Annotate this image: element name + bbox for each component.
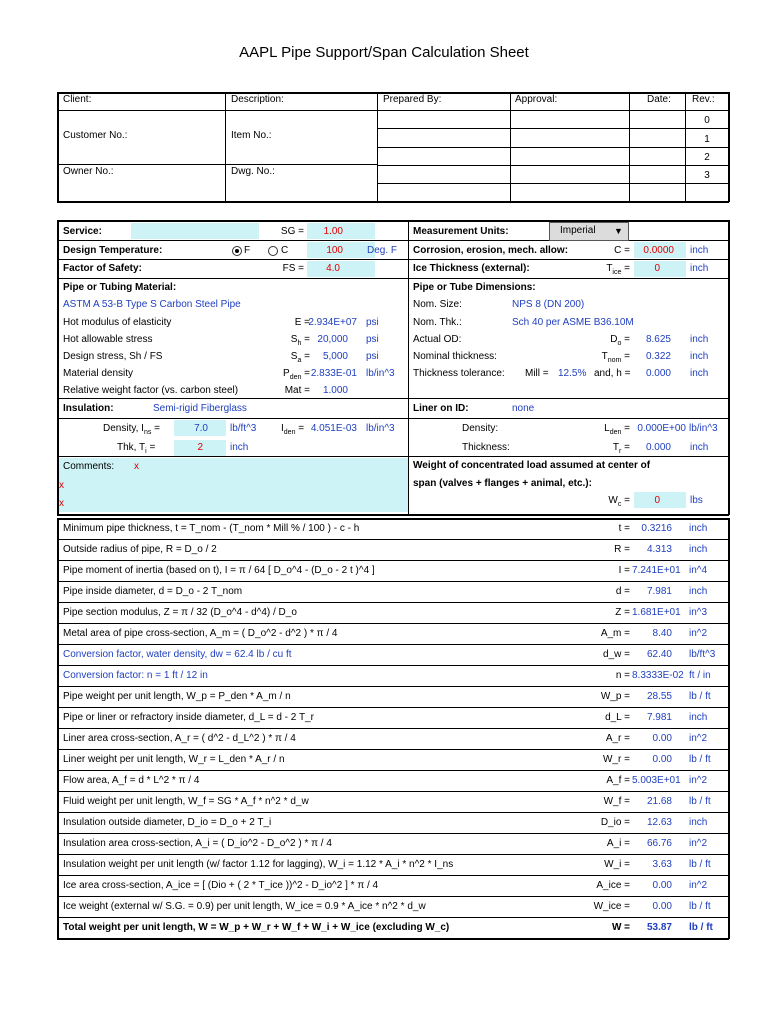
calc-row-symbol: W_r = xyxy=(603,754,630,765)
calc-row-value: 7.981 xyxy=(646,712,672,723)
row-divider xyxy=(57,539,729,540)
calc-row-label: Pipe section modulus, Z = π / 32 (D_o^4 - d^4) / D_o xyxy=(63,607,297,618)
iden-unit: lb/in^3 xyxy=(366,423,395,434)
calc-row-label: Insulation area cross-section, A_i = ( D_io^2 - D_o^2 ) * π / 4 xyxy=(63,838,332,849)
calc-row-symbol: d_w = xyxy=(603,649,630,660)
row-divider xyxy=(57,791,729,792)
prepared-by-label: Prepared By: xyxy=(383,94,442,105)
material-row-sym: $S_h$ = xyxy=(290,334,310,347)
calc-row-label: Metal area of pipe cross-section, A_m = ( D_o^2 - d^2 ) * π / 4 xyxy=(63,628,338,639)
nom-thk-label: Nom. Thk.: xyxy=(413,317,462,328)
calc-row-value: 4.313 xyxy=(646,544,672,555)
temp-unit: Deg. F xyxy=(367,245,398,256)
calc-row-symbol: I = xyxy=(618,565,630,576)
nt-sym: $T_{nom}$ = xyxy=(601,351,630,364)
row-divider xyxy=(57,917,729,918)
tice-value[interactable]: 0 xyxy=(654,263,660,274)
dimensions-heading: Pipe or Tube Dimensions: xyxy=(413,282,536,293)
material-row-value: 20,000 xyxy=(317,334,348,345)
fs-label: FS = xyxy=(282,263,304,274)
material-row-label: Relative weight factor (vs. carbon steel) xyxy=(63,385,239,396)
material-row-label: Material density xyxy=(63,368,134,379)
approval-label: Approval: xyxy=(515,94,558,105)
calc-row-unit: lb / ft xyxy=(689,754,711,765)
fs-value[interactable]: 4.0 xyxy=(326,263,340,274)
material-row-value: 2.833E-01 xyxy=(310,368,357,379)
insulation-label: Insulation: xyxy=(63,403,114,414)
material-row-sym: Mat = xyxy=(284,385,310,396)
calc-row-value: 53.87 xyxy=(646,922,672,933)
calc-row-unit: in^2 xyxy=(689,838,708,849)
calc-row-unit: in^2 xyxy=(689,733,708,744)
material-row-label: Hot modulus of elasticity xyxy=(63,317,172,328)
row-divider xyxy=(57,581,729,582)
calc-row-value: 21.68 xyxy=(646,796,672,807)
calc-row-value: 12.63 xyxy=(646,817,672,828)
calc-row-value: 3.63 xyxy=(652,859,672,870)
od-value: 8.625 xyxy=(645,334,671,345)
insulation-thk-unit: inch xyxy=(230,442,249,453)
rev-1: 1 xyxy=(704,134,710,145)
calc-row-unit: inch xyxy=(689,712,708,723)
page-title: AAPL Pipe Support/Span Calculation Sheet xyxy=(239,44,529,61)
calc-row-unit: lb/ft^3 xyxy=(689,649,716,660)
row-divider xyxy=(57,602,729,603)
calc-row-label: Conversion factor, water density, dw = 62.4 lb / cu ft xyxy=(63,649,292,660)
material-row-unit: lb/in^3 xyxy=(366,368,395,379)
calc-row-value: 0.3216 xyxy=(641,523,672,534)
material-heading: Pipe or Tubing Material: xyxy=(63,282,177,293)
calc-row-unit: lb / ft xyxy=(689,901,711,912)
calc-row-label: Pipe or liner or refractory inside diameter, d_L = d - 2 T_r xyxy=(63,712,314,723)
calc-row-unit: in^4 xyxy=(689,565,708,576)
calc-row-unit: inch xyxy=(689,586,708,597)
calc-row-unit: inch xyxy=(689,544,708,555)
service-label: Service: xyxy=(63,226,102,237)
calc-row-value: 0.00 xyxy=(652,754,672,765)
nom-size-label: Nom. Size: xyxy=(413,299,462,310)
row-divider xyxy=(57,833,729,834)
row-divider xyxy=(57,728,729,729)
date-label: Date: xyxy=(647,94,671,105)
insulation-thk-value[interactable]: 2 xyxy=(197,442,203,453)
lden-unit: lb/in^3 xyxy=(689,423,718,434)
calc-row-value: 62.40 xyxy=(646,649,672,660)
row-divider xyxy=(57,854,729,855)
material-row-unit: psi xyxy=(366,351,379,362)
h-unit: inch xyxy=(690,368,709,379)
lden-sym: $L_{den}$ = xyxy=(604,423,630,436)
calc-row-symbol: A_r = xyxy=(605,733,630,744)
rev-label: Rev.: xyxy=(692,94,715,105)
material-row-unit: psi xyxy=(366,334,379,345)
calc-row-value: 66.76 xyxy=(646,838,672,849)
rev-0: 0 xyxy=(704,115,710,126)
nt-label: Nominal thickness: xyxy=(413,351,497,362)
nt-unit: inch xyxy=(690,351,709,362)
calc-row-value: 28.55 xyxy=(646,691,672,702)
insulation-density-label: Density, $I_{ns}$ = xyxy=(103,423,160,436)
calc-row-value: 1.681E+01 xyxy=(632,607,681,618)
calc-row-symbol: d = xyxy=(615,586,630,597)
liner-label: Liner on ID: xyxy=(413,403,469,414)
calc-row-symbol: A_f = xyxy=(606,775,630,786)
calc-row-unit: in^2 xyxy=(689,880,708,891)
rev-3: 3 xyxy=(704,170,710,181)
mill-value[interactable]: 12.5% xyxy=(558,368,587,379)
row-divider xyxy=(57,686,729,687)
calc-row-value: 8.3333E-02 xyxy=(632,670,684,681)
sg-label: SG = xyxy=(280,226,304,237)
calc-row-label: Outside radius of pipe, R = D_o / 2 xyxy=(63,544,217,555)
material-row-value: 5,000 xyxy=(322,351,348,362)
calc-row-label: Total weight per unit length, W = W_p + W_r + W_f + W_i + W_ice (excluding W_c) xyxy=(63,922,450,933)
calc-row-label: Pipe inside diameter, d = D_o - 2 T_nom xyxy=(63,586,243,597)
wc-value[interactable]: 0 xyxy=(654,495,660,506)
calc-row-symbol: W_p = xyxy=(600,691,630,702)
calc-row-value: 0.00 xyxy=(652,880,672,891)
insulation-density-value[interactable]: 7.0 xyxy=(194,423,208,434)
customer-no-label: Customer No.: xyxy=(63,130,128,141)
calc-row-label: Pipe weight per unit length, W_p = P_den * A_m / n xyxy=(63,691,291,702)
sg-value[interactable]: 1.00 xyxy=(323,226,343,237)
comments-label: Comments: xyxy=(63,461,115,472)
calc-row-unit: in^2 xyxy=(689,775,708,786)
calc-row-label: Fluid weight per unit length, W_f = SG * A_f * n^2 * d_w xyxy=(63,796,309,807)
calc-row-unit: inch xyxy=(689,523,708,534)
row-divider xyxy=(57,770,729,771)
client-label: Client: xyxy=(63,94,92,105)
liner-thk-label: Thickness: xyxy=(462,442,510,453)
calc-row-label: Pipe moment of inertia (based on t), I = π / 64 [ D_o^4 - (D_o - 2 t )^4 ] xyxy=(63,565,375,576)
calc-row-value: 0.00 xyxy=(652,901,672,912)
row-divider xyxy=(57,749,729,750)
material-row-sym: E = xyxy=(294,317,310,328)
material-row-sym: $P_{den}$ = xyxy=(283,368,310,381)
row-divider xyxy=(57,560,729,561)
calc-row-label: Ice area cross-section, A_ice = [ (Dio + ( 2 * T_ice ))^2 - D_io^2 ] * π / 4 xyxy=(63,880,379,891)
liner-density-label: Density: xyxy=(462,423,499,434)
row-divider xyxy=(57,896,729,897)
material-row-label: Hot allowable stress xyxy=(63,334,153,345)
fos-label: Factor of Safety: xyxy=(63,263,142,274)
od-label: Actual OD: xyxy=(413,334,462,345)
calc-row-symbol: n = xyxy=(615,670,630,681)
radio-f-label: F xyxy=(244,245,251,256)
c-value[interactable]: 0.0000 xyxy=(643,245,674,256)
comment-line[interactable]: x xyxy=(59,498,64,509)
material-row-value: 2.934E+07 xyxy=(308,317,357,328)
ice-label: Ice Thickness (external): xyxy=(413,263,530,274)
calc-row-symbol: W_i = xyxy=(604,859,630,870)
description-label: Description: xyxy=(231,94,284,105)
calc-row-symbol: D_io = xyxy=(600,817,630,828)
iden-value: 4.051E-03 xyxy=(310,423,357,434)
calc-row-unit: in^2 xyxy=(689,628,708,639)
od-sym: $D_o$ = xyxy=(610,334,630,347)
mill-label: Mill = xyxy=(525,368,549,379)
nom-thk-value[interactable]: Sch 40 per ASME B36.10M xyxy=(512,317,634,328)
insulation-type[interactable]: Semi-rigid Fiberglass xyxy=(153,403,247,414)
material-row-unit: psi xyxy=(366,317,379,328)
calc-row-unit: inch xyxy=(689,817,708,828)
c-label: C = xyxy=(614,245,630,256)
calc-row-symbol: R = xyxy=(614,544,630,555)
calc-row-unit: lb / ft xyxy=(689,922,713,933)
calc-row-value: 7.241E+01 xyxy=(632,565,681,576)
calc-row-symbol: W_f = xyxy=(603,796,630,807)
nom-size-value[interactable]: NPS 8 (DN 200) xyxy=(512,299,585,310)
nt-value: 0.322 xyxy=(645,351,671,362)
calc-row-symbol: Z = xyxy=(615,607,630,618)
radio-f[interactable] xyxy=(232,246,242,256)
calc-row-symbol: A_i = xyxy=(606,838,630,849)
temp-value[interactable]: 100 xyxy=(326,245,343,256)
conc-load-line2: span (valves + flanges + animal, etc.): xyxy=(413,478,592,489)
calc-row-unit: lb / ft xyxy=(689,796,711,807)
tr-unit: inch xyxy=(690,442,709,453)
calc-row-label: Minimum pipe thickness, t = T_nom - (T_nom * Mill % / 100 ) - c - h xyxy=(63,523,360,534)
insulation-thk-label: Thk, $T_i$ = xyxy=(117,442,156,455)
calc-row-symbol: A_ice = xyxy=(596,880,630,891)
tice-unit: inch xyxy=(690,263,709,274)
rev-2: 2 xyxy=(704,152,710,163)
calc-row-value: 7.981 xyxy=(646,586,672,597)
wc-sym: $W_c$ = xyxy=(608,495,630,508)
calc-row-label: Liner weight per unit length, W_r = L_den * A_r / n xyxy=(63,754,285,765)
row-divider xyxy=(57,812,729,813)
od-unit: inch xyxy=(690,334,709,345)
calc-row-label: Insulation weight per unit length (w/ factor 1.12 for lagging), W_i = 1.12 * A_i * n^2 * I_ns xyxy=(63,859,454,870)
radio-c[interactable] xyxy=(268,246,278,256)
row-divider xyxy=(57,644,729,645)
row-divider xyxy=(57,665,729,666)
h-label: and, h = xyxy=(594,368,631,379)
calc-row-label: Insulation outside diameter, D_io = D_o + 2 T_i xyxy=(63,817,272,828)
units-select[interactable] xyxy=(549,222,629,241)
conc-load-line1: Weight of concentrated load assumed at center of xyxy=(413,460,651,471)
calc-row-label: Ice weight (external w/ S.G. = 0.9) per unit length, W_ice = 0.9 * A_ice * n^2 * d_w xyxy=(63,901,426,912)
material-name[interactable]: ASTM A 53-B Type S Carbon Steel Pipe xyxy=(63,299,241,310)
radio-c-label: C xyxy=(281,245,289,256)
lden-value: 0.000E+00 xyxy=(637,423,686,434)
calc-row-symbol: t = xyxy=(618,523,630,534)
calc-row-symbol: A_m = xyxy=(600,628,630,639)
tr-value: 0.000 xyxy=(645,442,671,453)
corrosion-label: Corrosion, erosion, mech. allow: xyxy=(413,245,569,256)
iden-sym: $I_{den}$ = xyxy=(281,423,305,436)
dwg-no-label: Dwg. No.: xyxy=(231,166,275,177)
calc-row-label: Liner area cross-section, A_r = ( d^2 - d_L^2 ) * π / 4 xyxy=(63,733,296,744)
chevron-down-icon: ▼ xyxy=(614,226,623,236)
owner-no-label: Owner No.: xyxy=(63,166,114,177)
calc-row-unit: ft / in xyxy=(689,670,711,681)
design-temp-label: Design Temperature: xyxy=(63,245,163,256)
comment-line[interactable]: x xyxy=(134,461,139,472)
item-no-label: Item No.: xyxy=(231,130,272,141)
tice-label: $T_{ice}$ = xyxy=(606,263,630,276)
row-divider xyxy=(57,623,729,624)
tr-sym: $T_r$ = xyxy=(612,442,630,455)
units-label: Measurement Units: xyxy=(413,226,509,237)
row-divider xyxy=(57,875,729,876)
calc-row-symbol: d_L = xyxy=(605,712,630,723)
wc-unit: lbs xyxy=(690,495,703,506)
material-row-label: Design stress, Sh / FS xyxy=(63,351,163,362)
calc-row-unit: lb / ft xyxy=(689,691,711,702)
h-value: 0.000 xyxy=(645,368,671,379)
calc-row-unit: in^3 xyxy=(689,607,708,618)
material-row-value: 1.000 xyxy=(322,385,348,396)
tol-label: Thickness tolerance: xyxy=(413,368,505,379)
c-unit: inch xyxy=(690,245,709,256)
calc-row-label: Flow area, A_f = d * L^2 * π / 4 xyxy=(63,775,200,786)
calc-row-symbol: W = xyxy=(611,922,630,933)
calc-row-value: 5.003E+01 xyxy=(632,775,681,786)
calc-row-unit: lb / ft xyxy=(689,859,711,870)
units-selected: Imperial xyxy=(560,225,596,236)
liner-type[interactable]: none xyxy=(512,403,535,414)
row-divider xyxy=(57,707,729,708)
material-row-sym: $S_a$ = xyxy=(290,351,310,364)
comment-line[interactable]: x xyxy=(59,480,64,491)
calc-row-value: 8.40 xyxy=(652,628,672,639)
calc-row-value: 0.00 xyxy=(652,733,672,744)
insulation-density-unit: lb/ft^3 xyxy=(230,423,257,434)
calc-row-symbol: W_ice = xyxy=(593,901,630,912)
calc-row-label: Conversion factor: n = 1 ft / 12 in xyxy=(63,670,208,681)
